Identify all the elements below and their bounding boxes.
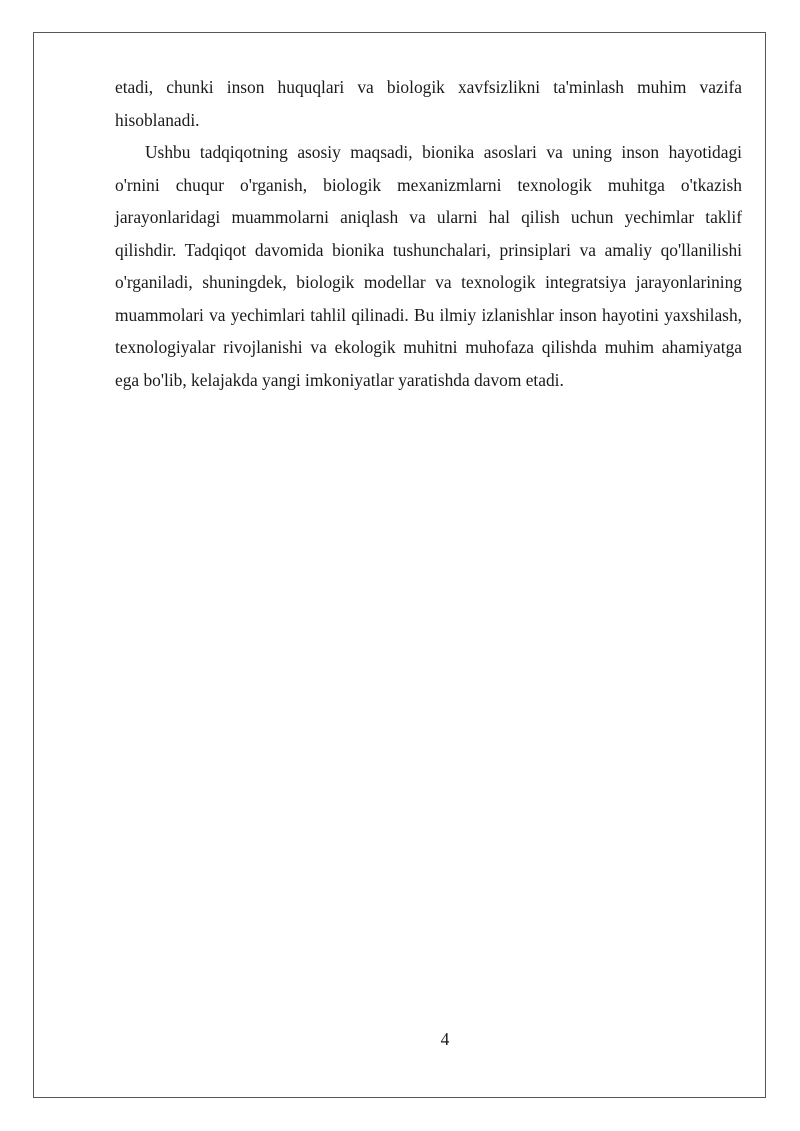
paragraph-continuation: etadi, chunki inson huquqlari va biologik xavfsizlikni ta'minlash muhim vazifa hisoblanadi. [115,77,742,130]
document-body [115,71,742,396]
page-number: 4 [440,1029,450,1049]
paragraph-research-aim: Ushbu tadqiqotning asosiy maqsadi, bionika asoslari va uning inson hayotidagi o'rnini chuqur o'rganish, biologik mexanizmlarni texnologik muhitga o'tkazish jarayonlaridagi muammolarni aniqlash va ularni hal qilish uchun yechimlar taklif qilishdir. Tadqiqot davomida bionika tushunchalari, prinsiplari va amaliy qo'llanilishi o'rganiladi, shuningdek, biologik modellar va texnologik integratsiya jarayonlarining muammolari va yechimlari tahlil qilinadi. Bu ilmiy izlanishlar inson hayotini yaxshilash, texnologiyalar rivojlanishi va ekologik muhitni muhofaza qilishda muhim ahamiyatga ega bo'lib, kelajakda yangi imkoniyatlar yaratishda davom etadi. [115,142,742,390]
